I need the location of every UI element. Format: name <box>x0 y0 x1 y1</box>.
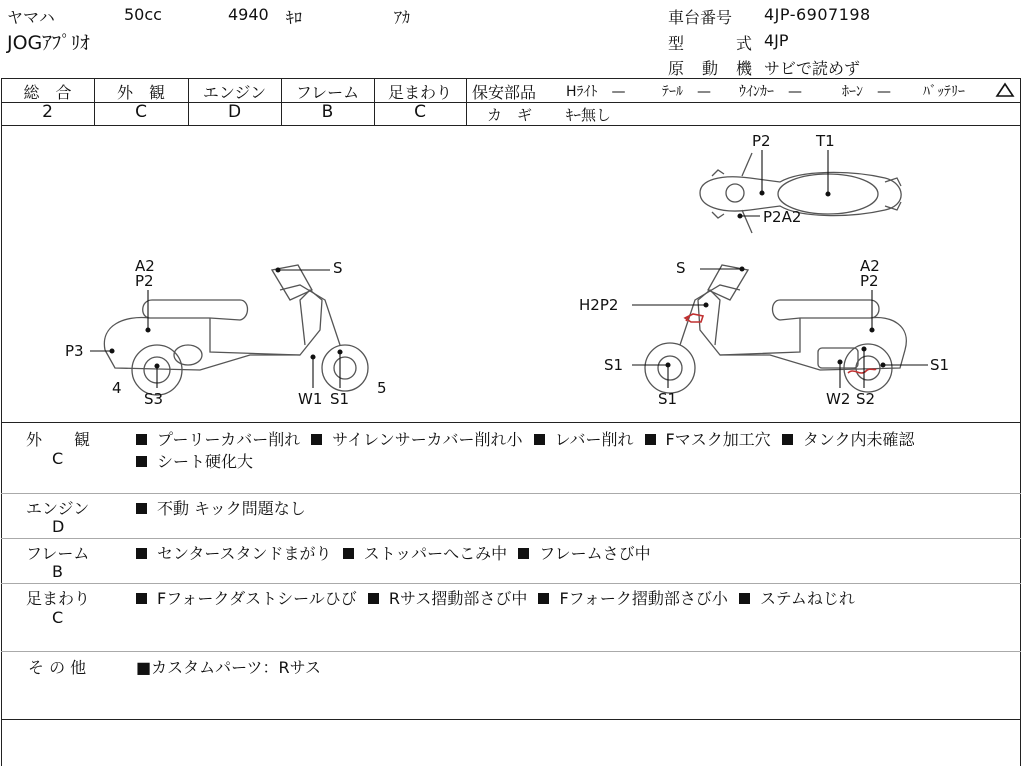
section-suspension-grade: C <box>52 608 64 627</box>
safety-divider <box>466 102 1021 103</box>
engine-label-1: 原 <box>668 59 685 78</box>
label-right-w2: W2 <box>826 390 851 408</box>
label-left-s3: S3 <box>144 390 164 408</box>
label-top-p2a2: P2A2 <box>763 208 802 226</box>
note: サイレンサーカバー削れ小 <box>332 430 523 449</box>
frame-notes <box>130 541 651 564</box>
grade-col-5 <box>466 78 467 125</box>
section-exterior-grade: C <box>52 449 64 468</box>
section-suspension-label: 足まわり <box>26 589 91 608</box>
remarks-div-3 <box>1 583 1021 584</box>
label-left-s: S <box>333 259 343 277</box>
exterior-label: 外 観 <box>116 83 165 102</box>
exterior-notes-line2 <box>130 449 253 472</box>
label-right-s2: S2 <box>856 390 876 408</box>
label-right-s1-rear: S1 <box>930 356 950 374</box>
note: フレームさび中 <box>539 544 651 563</box>
chassis-value: 4JP-6907198 <box>764 5 871 24</box>
section-engine-label: エンジン <box>26 499 90 518</box>
engine-label-3: 機 <box>736 59 753 78</box>
type-value: 4JP <box>764 31 789 50</box>
key-value: ｷｰ無し <box>566 106 612 124</box>
type-label-2: 式 <box>736 34 753 53</box>
battery-status: ﾊﾞｯﾃﾘｰ <box>923 84 965 100</box>
displacement: 50cc <box>124 5 162 24</box>
taillight-status: ﾃｰﾙ — <box>662 84 711 100</box>
label-right-s1-front: S1 <box>604 356 624 374</box>
label-right-p2: P2 <box>860 272 879 290</box>
label-right-a2: A2 <box>860 257 880 275</box>
frame-grade-value: B <box>321 102 334 122</box>
remarks-div-1 <box>1 493 1021 494</box>
remarks-div-4 <box>1 651 1021 652</box>
overall-label: 総 合 <box>23 83 72 102</box>
label-left-w1: W1 <box>298 390 323 408</box>
key-label: カ ギ <box>487 106 533 124</box>
color: ｱｶ <box>394 8 411 27</box>
label-left-5: 5 <box>377 379 387 397</box>
label-top-t1: T1 <box>816 132 835 150</box>
lot-suffix: ｷﾛ <box>286 8 303 27</box>
note: 不動 キック問題なし <box>157 499 306 518</box>
engine-grade-value: D <box>227 102 242 122</box>
engine-value: サビで読めず <box>764 59 861 78</box>
engine-notes <box>130 496 306 519</box>
horn-status: ﾎｰﾝ — <box>842 84 891 100</box>
section-other-label: そ の 他 <box>28 658 87 677</box>
frame-grade-label: フレーム <box>295 83 360 102</box>
section-frame-label: フレーム <box>26 544 90 563</box>
note: ストッパーへこみ中 <box>363 544 508 563</box>
winker-status: ｳｲﾝｶｰ — <box>739 84 802 100</box>
suspension-grade-label: 足まわり <box>387 83 452 102</box>
suspension-notes <box>130 586 855 609</box>
other-notes: ■カスタムパーツ：Rサス <box>136 658 321 677</box>
note: Rサス摺動部さび中 <box>388 589 528 608</box>
overall-value: 2 <box>42 102 53 122</box>
label-right-h2p2: H2P2 <box>579 296 619 314</box>
chassis-label: 車台番号 <box>668 8 733 27</box>
label-left-4: 4 <box>112 379 122 397</box>
label-right-s1-bottom: S1 <box>658 390 678 408</box>
headlight-status: Hﾗｲﾄ — <box>566 84 626 100</box>
remarks-bottom <box>1 719 1021 720</box>
vehicle-diagram <box>0 126 1024 422</box>
note: プーリーカバー削れ <box>157 430 301 449</box>
note: レバー削れ <box>554 430 634 449</box>
label-left-p2: P2 <box>135 272 154 290</box>
label-left-s1: S1 <box>330 390 350 408</box>
maker: ヤマハ <box>7 8 55 27</box>
model-name: JOGｱﾌﾟﾘｵ <box>7 32 90 54</box>
note: Fマスク加工穴 <box>665 430 771 449</box>
exterior-value: C <box>135 102 147 122</box>
note: ステムねじれ <box>759 589 855 608</box>
label-right-s: S <box>676 259 686 277</box>
label-top-p2: P2 <box>752 132 771 150</box>
note: Fフォーク摺動部さび小 <box>559 589 728 608</box>
remarks-top <box>1 422 1021 423</box>
section-frame-grade: B <box>52 562 63 581</box>
note: Fフォークダストシールひび <box>157 589 357 608</box>
safety-label: 保安部品 <box>472 83 537 102</box>
engine-label-2: 動 <box>702 59 719 78</box>
note: シート硬化大 <box>157 452 254 471</box>
section-engine-grade: D <box>52 517 65 536</box>
type-label-1: 型 <box>668 34 685 53</box>
lot-number: 4940 <box>228 5 269 24</box>
engine-grade-label: エンジン <box>202 83 267 102</box>
triangle-icon <box>995 82 1015 98</box>
label-left-a2: A2 <box>135 257 155 275</box>
label-left-p3: P3 <box>65 342 84 360</box>
exterior-notes-line1 <box>130 427 915 450</box>
remarks-div-2 <box>1 538 1021 539</box>
note: センタースタンドまがり <box>157 544 332 563</box>
section-exterior-label: 外 観 <box>26 430 91 449</box>
note: タンク内未確認 <box>802 430 915 449</box>
suspension-grade-value: C <box>414 102 426 122</box>
